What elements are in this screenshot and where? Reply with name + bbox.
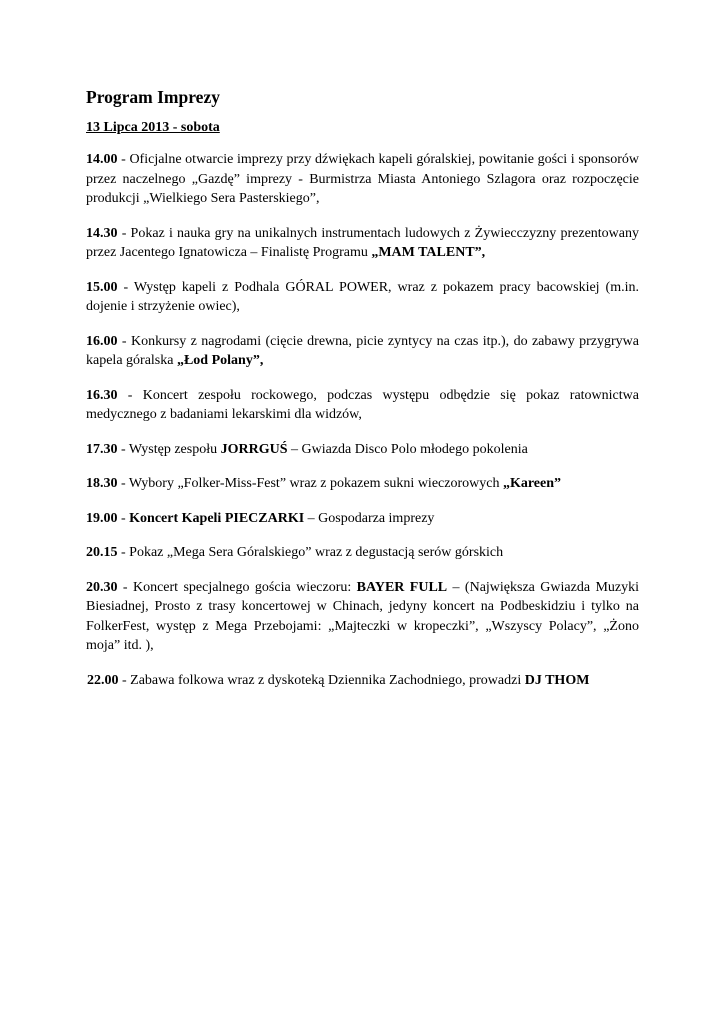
program-item [86, 278, 639, 317]
item-bold: JORRGUŚ [220, 441, 288, 457]
item-text: - Koncert zespołu rockowego, podczas występu odbędzie się pokaz ratownictwa medycznego z badaniami lekarskimi dla widzów, [86, 387, 639, 422]
program-item [86, 543, 639, 563]
item-bold: DJ THOM [524, 672, 590, 688]
item-tail: – Gospodarza imprezy [304, 510, 435, 526]
item-tail: – Gwiazda Disco Polo młodego pokolenia [287, 441, 528, 457]
item-bold: Koncert Kapeli PIECZARKI [129, 510, 305, 526]
item-text: - Konkursy z nagrodami (cięcie drewna, picie zyntycy na czas itp.), do zabawy przygrywa kapela góralska [86, 333, 639, 368]
item-time: 14.00 [86, 152, 118, 167]
item-text: - Występ zespołu [117, 441, 221, 457]
item-time: 16.00 [86, 333, 118, 349]
item-bold: „MAM TALENT”, [371, 245, 486, 260]
program-item [86, 440, 639, 460]
event-date: 13 Lipca 2013 - sobota [86, 120, 220, 135]
program-item [86, 224, 639, 263]
item-time: 17.30 [86, 441, 118, 457]
item-time: 16.30 [86, 387, 118, 403]
program-item [86, 150, 639, 209]
program-item [86, 474, 639, 494]
item-bold: „Łod Polany”, [176, 353, 264, 368]
page-title: Program Imprezy [86, 87, 220, 107]
item-time: 18.30 [86, 476, 118, 491]
item-text: - Oficjalne otwarcie imprezy przy dźwiękach kapeli góralskiej, powitanie gości i sponsorów przez naczelnego „Gazdę” imprezy - Burmistrza Miasta Antoniego Szlagora oraz rozpoczęcie produkcji „Wielkiego Sera Pasterskiego”, [86, 152, 639, 206]
document-page [86, 86, 639, 705]
item-text: - Występ kapeli z Podhala GÓRAL POWER, wraz z pokazem pracy bacowskiej (m.in. dojenie i strzyżenie owiec), [86, 279, 639, 314]
program-item [86, 509, 639, 529]
item-text: - Pokaz i nauka gry na unikalnych instrumentach ludowych z Żywiecczyzny prezentowany przez Jacentego Ignatowicza – Finalistę Programu [86, 225, 639, 260]
program-item [86, 386, 639, 425]
item-text: - Pokaz „Mega Sera Góralskiego” wraz z degustacją serów górskich [117, 545, 504, 560]
item-bold: „Kareen” [502, 476, 562, 491]
item-text: - Zabawa folkowa wraz z dyskoteką Dziennika Zachodniego, prowadzi [118, 672, 525, 688]
item-time: 20.30 [86, 579, 118, 595]
item-time: 22.00 [87, 672, 119, 688]
item-time: 20.15 [86, 545, 118, 560]
item-time: 15.00 [86, 279, 118, 295]
item-text: - [117, 510, 130, 526]
program-list [86, 150, 639, 690]
item-time: 14.30 [86, 225, 118, 241]
item-text: - Wybory „Folker-Miss-Fest” wraz z pokazem sukni wieczorowych [117, 476, 503, 491]
item-tail: – (Największa Gwiazda Muzyki Biesiadnej, Prosto z trasy koncertowej w Chinach, jedyny koncert na Podbeskidziu i tylko na FolkerFest, występ z Mega Przebojami: „Majteczki w kropeczki”, „Wszyscy Polacy”, „Żono moja” itd. ), [86, 579, 639, 653]
program-item [86, 671, 639, 691]
item-bold: BAYER FULL [356, 579, 448, 595]
program-item [86, 332, 639, 371]
item-time: 19.00 [86, 510, 118, 526]
item-text: - Koncert specjalnego gościa wieczoru: [117, 579, 357, 595]
program-item [86, 578, 639, 656]
